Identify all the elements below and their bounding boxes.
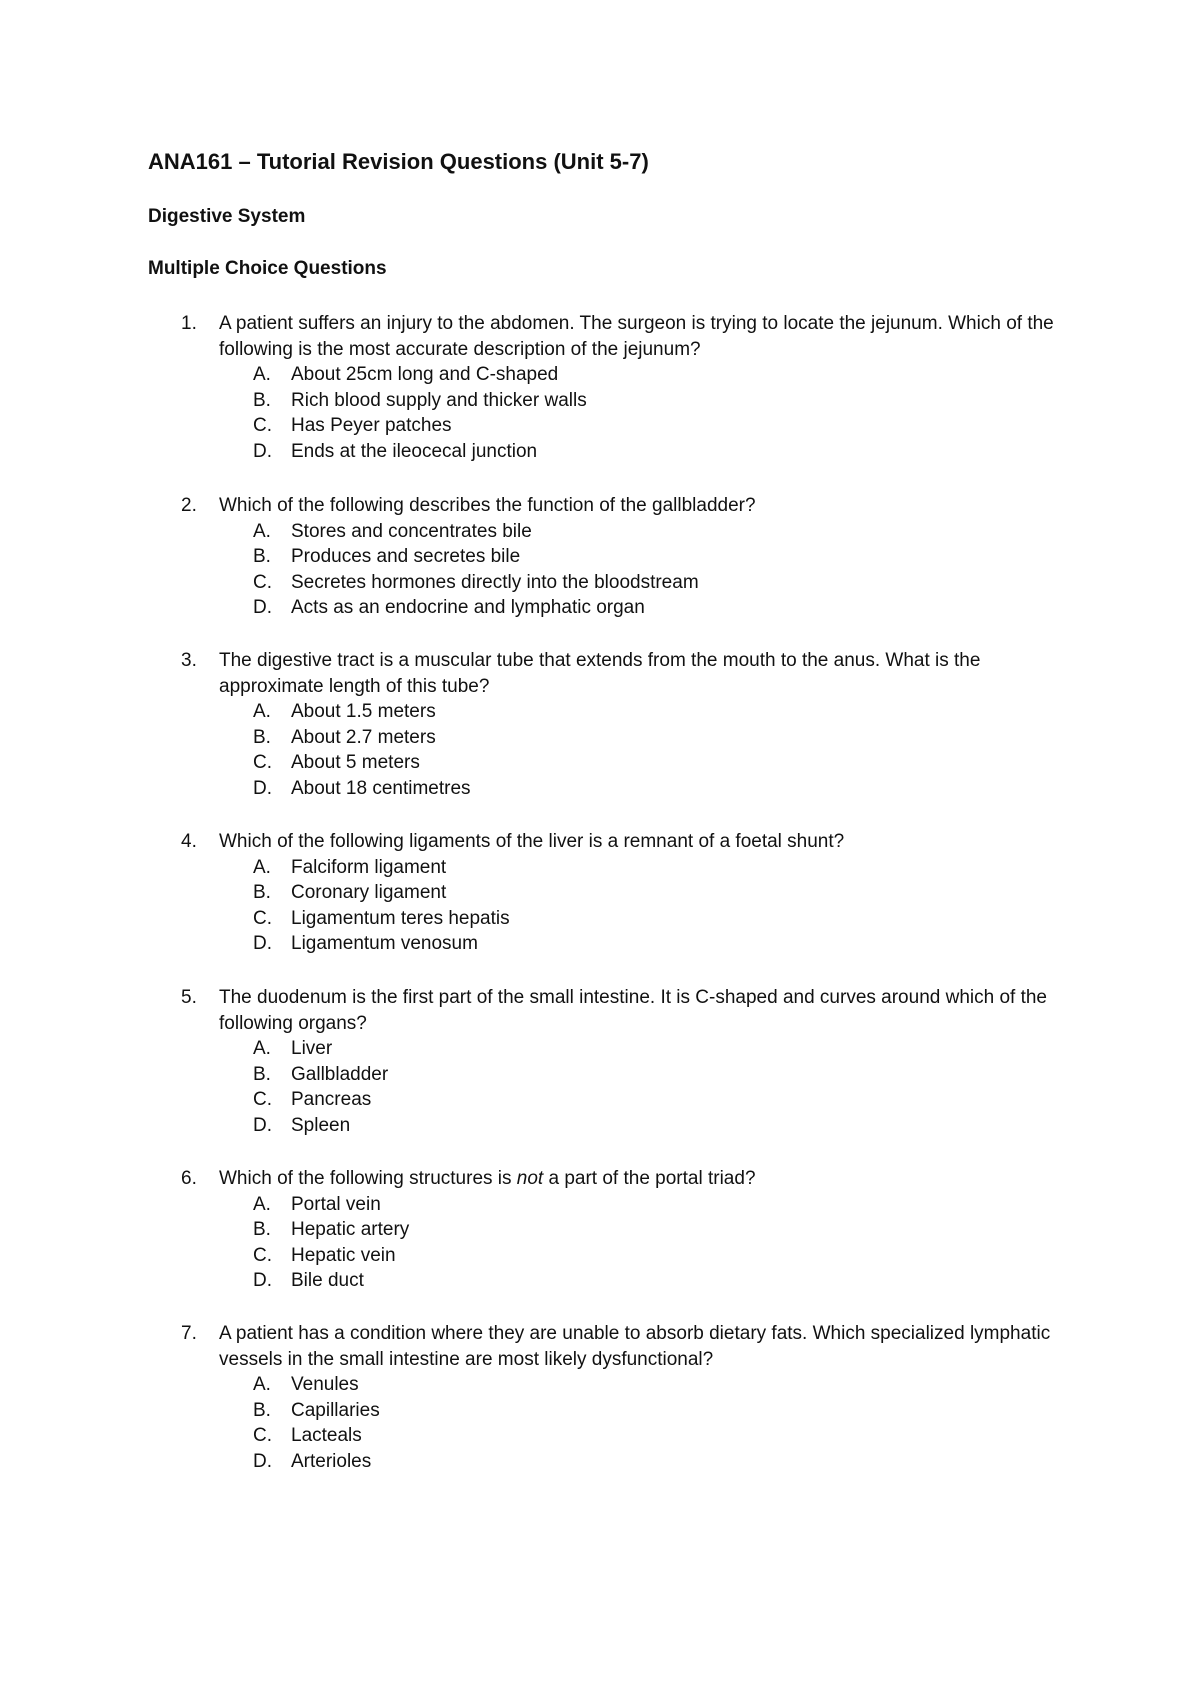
- option-text: Arterioles: [291, 1450, 372, 1472]
- option-letter: A.: [253, 520, 271, 542]
- option-text: Falciform ligament: [291, 856, 447, 878]
- option-letter: D.: [253, 1270, 272, 1291]
- option-letter: B.: [253, 389, 271, 411]
- option-text: Has Peyer patches: [291, 415, 452, 436]
- option-letter: C.: [253, 1089, 272, 1110]
- option-text: About 25cm long and C-shaped: [291, 364, 559, 385]
- option-text: Spleen: [291, 1114, 351, 1136]
- option-text: Hepatic vein: [291, 1244, 396, 1266]
- question-text-emphasis: not: [516, 1168, 544, 1189]
- question-text: A patient suffers an injury to the abdomen. The surgeon is trying to locate the jejunum. Which of the following is the most accurate description of the jejunum?: [219, 313, 1054, 360]
- question-text: The digestive tract is a muscular tube that extends from the mouth to the anus. What is the approximate length of this tube?: [219, 650, 981, 697]
- option-text: Portal vein: [291, 1193, 381, 1215]
- document-title: ANA161 – Tutorial Revision Questions (Unit 5-7): [148, 149, 649, 174]
- question-number: 7.: [181, 1323, 197, 1344]
- option-letter: D.: [253, 1114, 272, 1136]
- question-text-after: a part of the portal triad?: [543, 1168, 756, 1189]
- option-letter: C.: [253, 907, 272, 929]
- option-letter: B.: [253, 546, 271, 567]
- option-letter: B.: [253, 726, 271, 748]
- option-b: [0, 1217, 1200, 1243]
- option-c: [0, 570, 1200, 596]
- option-d: [0, 1113, 1200, 1139]
- option-letter: C.: [253, 571, 272, 593]
- option-c: [0, 906, 1200, 932]
- option-c: [0, 750, 1200, 776]
- option-a: [0, 699, 1200, 725]
- option-d: [0, 931, 1200, 957]
- question-number: 4.: [181, 831, 197, 852]
- option-text: Secretes hormones directly into the bloodstream: [291, 571, 699, 593]
- option-d: [0, 439, 1200, 465]
- question-text-before: Which of the following structures is: [219, 1168, 517, 1189]
- option-text: Coronary ligament: [291, 882, 447, 903]
- option-a: [0, 1036, 1200, 1062]
- option-letter: D.: [253, 777, 272, 799]
- option-text: Rich blood supply and thicker walls: [291, 389, 587, 411]
- option-c: [0, 1423, 1200, 1449]
- option-letter: C.: [253, 752, 272, 773]
- question-number: 6.: [181, 1168, 197, 1189]
- option-letter: B.: [253, 1063, 271, 1085]
- option-text: Produces and secretes bile: [291, 546, 521, 567]
- option-text: Pancreas: [291, 1089, 372, 1110]
- option-a: [0, 362, 1200, 388]
- option-text: Ends at the ileocecal junction: [291, 440, 538, 462]
- option-c: [0, 1243, 1200, 1269]
- option-letter: D.: [253, 440, 272, 462]
- option-letter: A.: [253, 1038, 271, 1059]
- option-d: [0, 1449, 1200, 1475]
- option-text: About 1.5 meters: [291, 701, 436, 722]
- option-text: About 5 meters: [291, 752, 420, 773]
- option-text: Acts as an endocrine and lymphatic organ: [291, 597, 645, 618]
- option-letter: A.: [253, 1374, 271, 1395]
- section-heading: Digestive System: [148, 206, 306, 227]
- option-letter: C.: [253, 415, 272, 436]
- option-letter: A.: [253, 856, 271, 878]
- option-letter: A.: [253, 1193, 271, 1215]
- option-c: [0, 413, 1200, 439]
- option-a: [0, 519, 1200, 545]
- option-d: [0, 595, 1200, 621]
- option-text: About 2.7 meters: [291, 726, 436, 748]
- option-letter: C.: [253, 1244, 272, 1266]
- question-text: The duodenum is the first part of the small intestine. It is C-shaped and curves around which of the following organs?: [219, 987, 1047, 1034]
- option-text: Ligamentum teres hepatis: [291, 907, 510, 929]
- subsection-heading: Multiple Choice Questions: [148, 258, 387, 279]
- option-c: [0, 1087, 1200, 1113]
- option-a: [0, 855, 1200, 881]
- option-a: [0, 1372, 1200, 1398]
- question-text: [219, 1166, 1069, 1192]
- option-letter: C.: [253, 1425, 272, 1446]
- option-d: [0, 776, 1200, 802]
- option-text: Gallbladder: [291, 1063, 389, 1085]
- option-b: [0, 725, 1200, 751]
- option-text: Capillaries: [291, 1399, 380, 1421]
- option-text: Hepatic artery: [291, 1219, 410, 1240]
- option-text: Ligamentum venosum: [291, 933, 478, 954]
- option-b: [0, 1398, 1200, 1424]
- option-letter: A.: [253, 364, 271, 385]
- option-text: About 18 centimetres: [291, 777, 471, 799]
- option-letter: D.: [253, 1450, 272, 1472]
- question-number: 2.: [181, 495, 197, 516]
- question-text: Which of the following describes the function of the gallbladder?: [219, 495, 756, 516]
- question-number: 3.: [181, 650, 197, 671]
- option-letter: B.: [253, 1219, 271, 1240]
- option-b: [0, 388, 1200, 414]
- option-text: Liver: [291, 1038, 333, 1059]
- option-text: Lacteals: [291, 1425, 362, 1446]
- option-text: Venules: [291, 1374, 359, 1395]
- option-d: [0, 1268, 1200, 1294]
- option-b: [0, 544, 1200, 570]
- option-letter: A.: [253, 701, 271, 722]
- option-letter: B.: [253, 1399, 271, 1421]
- option-b: [0, 880, 1200, 906]
- question-number: 5.: [181, 987, 197, 1008]
- question-number: 1.: [181, 313, 197, 334]
- option-b: [0, 1062, 1200, 1088]
- option-text: Bile duct: [291, 1270, 364, 1291]
- option-letter: D.: [253, 933, 272, 954]
- option-letter: D.: [253, 597, 272, 618]
- question-text: A patient has a condition where they are unable to absorb dietary fats. Which specialized lymphatic vessels in the small intestine are most likely dysfunctional?: [219, 1323, 1051, 1370]
- option-a: [0, 1192, 1200, 1218]
- question-text: Which of the following ligaments of the liver is a remnant of a foetal shunt?: [219, 831, 845, 852]
- option-letter: B.: [253, 882, 271, 903]
- option-text: Stores and concentrates bile: [291, 520, 532, 542]
